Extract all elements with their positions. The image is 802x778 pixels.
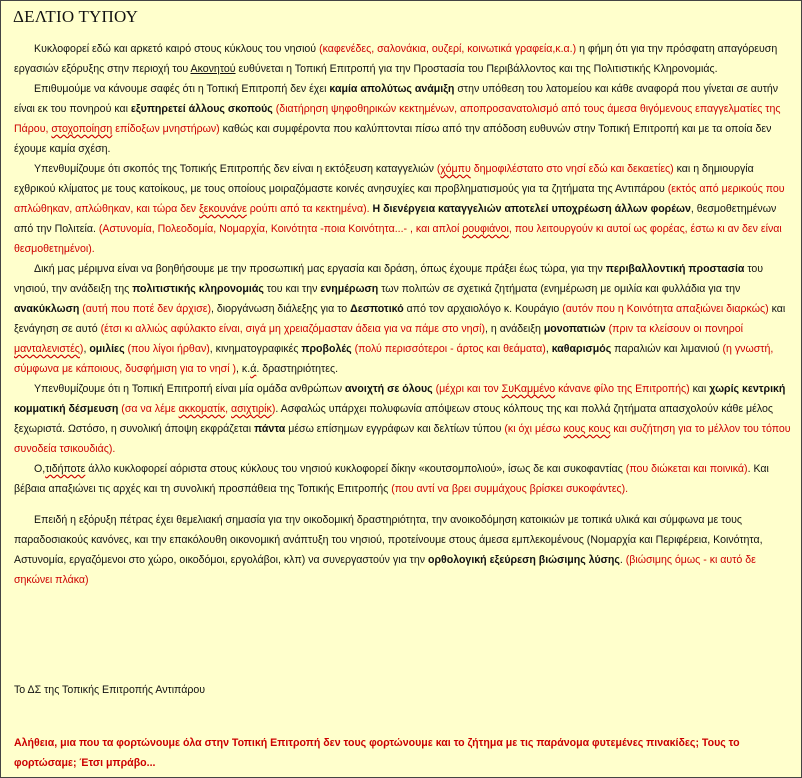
annotation-span: στοχοποίηση [51,123,113,135]
annotation-span: (Αστυνομία, Πολεοδομία, Νομαρχία, Κοινότητα -ποια Κοινότητα...- , και απλοί [98,223,463,235]
annotation-span: κους κους [563,423,611,435]
place-name: Ακονητού [190,63,236,75]
bold-span: πολιτιστικής κληρονομιάς [132,283,264,295]
bold-span: προβολές [301,343,352,355]
text-span: . [619,554,626,566]
annotation-span: χόμπυ [440,163,471,175]
bold-span: ορθολογική εξεύρεση βιώσιμης λύσης [427,554,620,566]
bold-span: ενημέρωση [320,283,379,295]
text-span: , [545,343,552,355]
annotation-span: (καφενέδες, σαλονάκια, ουζερί, κοινωτικά γραφεία,κ.α.) [319,43,577,55]
document-title: ΔΕΛΤΙΟ ΤΥΠΟΥ [13,7,139,26]
annotation-span: (που αντί να βρει συμμάχους βρίσκει συκοφάντες). [391,483,629,495]
bold-span: ανοιχτή σε όλους [345,383,433,395]
closing-remark: Αλήθεια, μια που τα φορτώνουμε όλα στην Τοπική Επιτροπή δεν τους φορτώνουμε και το ζήτημα με τις παράνομα φυτεμένες πινακίδες; Τους το φορτώσαμε; Έτσι μπράβο... [14,737,740,769]
bold-span: πάντα [254,423,286,435]
text-span: , διοργάνωση διάλεξης για το [211,303,351,315]
text-span: καθώς και συμφέροντα που καλύπτονται πίσω από την απόδοση ευθυνών στην Τοπική Επιτροπή και με τα οποία δεν έχουμε καμία σχέση. [14,123,772,155]
annotation-span: (βιώσιμης όμως - κι αυτό δε σηκώνει πλάκα) [14,554,756,586]
bold-span: Η διενέργεια καταγγελιών αποτελεί υποχρέωση άλλων φορέων [369,203,691,215]
bold-span: καθαρισμός [551,343,612,355]
text-span: άλλο κυκλοφορεί αόριστα στους κύκλους του νησιού κυκλοφορεί δίκην «κουτσομπολιού», ίσως δε και συκοφαντίας [85,463,626,475]
annotation-span: ξεκουνάνε [199,203,247,215]
bold-span: Δεσποτικό [350,303,404,315]
bold-span: ανακύκλωση [14,303,80,315]
paragraph-7 [14,510,794,590]
annotation-span: επίδοξων μνηστήρων) [112,123,220,135]
annotation-span: (διατήρηση ψηφοθηρικών κεκτημένων, αποπροσανατολισμό από τους άμεσα θιγόμενους επαγγελματίες της Πάρου, [14,103,781,135]
paragraph-5 [14,379,794,459]
annotation-span: (η γνωστή, σύμφωνα με κάποιους, δυσφήμιση για το νησί ) [14,343,774,375]
bold-span: χωρίς κεντρική κομματική δέσμευση [14,383,786,415]
text-span: , η ανάδειξη [484,323,544,335]
annotation-span: (κι όχι μέσω [504,423,564,435]
text-span: των πολιτών σε σχετικά ζητήματα (ενημέρωση με ομιλία και φυλλάδια για την [378,283,741,295]
annotation-span: (πολύ περισσότεροι - άρτος και θεάματα) [351,343,546,355]
annotation-span: ακκοματίκ [178,403,226,415]
text-span: στην υπόθεση του λατομείου και κάθε αναφορά που γίνεται σε αυτήν είναι εκ του πονηρού και [14,83,779,115]
paragraph-4 [14,259,794,379]
text-span: και η δημιουργία εχθρικού κλίματος με τους κατοίκους, με τους οποίους μοιραζόμαστε κοινές ανησυχίες και προβληματισμούς για τα ζητήματα της Αντιπάρου [14,163,754,195]
text-span: , θεσμοθετημένων από την Πολιτεία. [14,203,777,235]
annotation-span: δημοφιλέστατο στο νησί εδώ και δεκαετίες) [470,163,674,175]
text-span: Επιθυμούμε να κάνουμε σαφές ότι η Τοπική Επιτροπή δεν έχει [34,83,330,95]
annotation-span: κάνανε φίλο της Επιτροπής) [555,383,690,395]
text-span: και [689,383,710,395]
annotation-span: ) [79,343,84,355]
text-span: Ο, [34,463,46,475]
text-span: τιδήποτε [45,463,86,475]
signature: Το ΔΣ της Τοπικής Επιτροπής Αντιπάρου [14,684,206,696]
annotation-span: ΣυΚαμμένο [501,383,556,395]
annotation-span: (που λίγοι ήρθαν) [124,343,210,355]
text-span: . Και βέβαια απαξιώνει τις αρχές και τη συνολική προσπάθεια της Τοπικής Επιτροπής [14,463,769,495]
annotation-span: (αυτή που ποτέ δεν άρχισε) [79,303,211,315]
annotation-span: (που διώκεται και ποινικά) [625,463,748,475]
bold-span: μονοπατιών [543,323,606,335]
text-span: του νησιού, την ανάδειξη της [14,263,764,295]
annotation-span: (πριν τα κλείσουν οι πονηροί [605,323,744,335]
bold-span: περιβαλλοντική προστασία [605,263,745,275]
bold-span: καμία απολύτως ανάμιξη [329,83,455,95]
annotation-span: (έτσι κι αλλιώς αφύλακτο είναι, σιγά μη χρειαζόμασταν άδεια για να πάμε στο νησί) [100,323,485,335]
paragraph-6 [14,459,794,499]
paragraph-3 [14,159,794,259]
annotation-span: (μέχρι και τον [432,383,502,395]
text-span: του και την [263,283,321,295]
text-span: Δική μας μέριμνα είναι να βοηθήσουμε με την προσωπική μας εργασία και δράση, όπως έχουμε πράξει έως τώρα, για την [34,263,606,275]
text-span: μέσω επίσημων εγγράφων και δελτίων τύπου [285,423,505,435]
annotation-span: (αυτόν που η Κοινότητα απαξιώνει διαρκώς) [562,303,769,315]
document-body [14,39,794,590]
annotation-span: ρούπι από τα κεκτημένα). [246,203,370,215]
annotation-span: (εκτός από μερικούς που απλώθηκαν, απλώθηκαν, και τώρα δεν [14,183,785,215]
annotation-span: ασιχτιρίκ [231,403,272,415]
text-span: Υπενθυμίζουμε ότι η Τοπική Επιτροπή είναι μία ομάδα ανθρώπων [34,383,346,395]
text-span: ά [250,363,257,375]
paragraph-1 [14,39,794,79]
bold-span: εξυπηρετεί άλλους σκοπούς [130,103,273,115]
annotation-span: ρουφιάνοι [462,223,509,235]
text-span: , κ. [236,363,251,375]
text-span: , [83,343,90,355]
annotation-span: ) [271,403,276,415]
text-span: Υπενθυμίζουμε ότι σκοπός της Τοπικής Επιτροπής δεν είναι η εκτόξευση καταγγελιών [34,163,437,175]
text-span: η φήμη ότι για την πρόσφατη απαγόρευση εργασιών εξόρυξης στην περιοχή του [14,43,778,75]
bold-span: ομιλίες [89,343,125,355]
text-span: παραλιών και λιμανιού [611,343,723,355]
text-span: . Ασφαλώς υπάρχει πολυφωνία απόψεων στους κόλπους της και πολλά ζητήματα απασχολούν κάθε μέλος ξεχωριστά. Ωστόσο, η συνολική άποψη εκφράζεται [14,403,774,435]
annotation-span: (σα να λέμε [118,403,179,415]
annotation-span: και συζήτηση για το μέλλον του τόπου συνοδεία τσικουδιάς). [14,423,791,455]
annotation-span: , [225,403,232,415]
text-span: Επειδή η εξόρυξη πέτρας έχει θεμελιακή σημασία για την οικοδομική δραστηριότητα, την ανοικοδόμηση κατοικιών με τοπικά υλικά και σύμφωνα με τους παραδοσιακούς κανόνες, και την επακόλουθη οικονομική ανάπτυξη του νησιού, προτείνουμε στους άμεσα εμπλεκομένους (Νομαρχία και Περιφέρεια, Κοινότητα, Αστυνομία, εργαζόμενοι στο χώρο, οικοδόμοι, εργολάβοι, κλπ) να συνεργαστούν για την [14,514,763,566]
text-span: , κινηματογραφικές [209,343,302,355]
text-span: ευθύνεται η Τοπική Επιτροπή για την Προστασία του Περιβάλλοντος και της Πολιτιστικής Κληρονομιάς. [235,63,718,75]
paragraph-2 [14,79,794,159]
text-span: από τον αρχαιολόγο κ. Κουράγιο [403,303,563,315]
annotation-span: ( [436,163,441,175]
text-span: . δραστηριότητες. [256,363,339,375]
text-span: και ξενάγηση σε αυτό [14,303,786,335]
annotation-span: μανταλενιστές [14,343,80,355]
annotation-span: , που λειτουργούν κι αυτοί ως φορέας, έστω κι αν δεν είναι θεσμοθετημένοι). [14,223,782,255]
text-span: Κυκλοφορεί εδώ και αρκετό καιρό στους κύκλους του νησιού [34,43,320,55]
